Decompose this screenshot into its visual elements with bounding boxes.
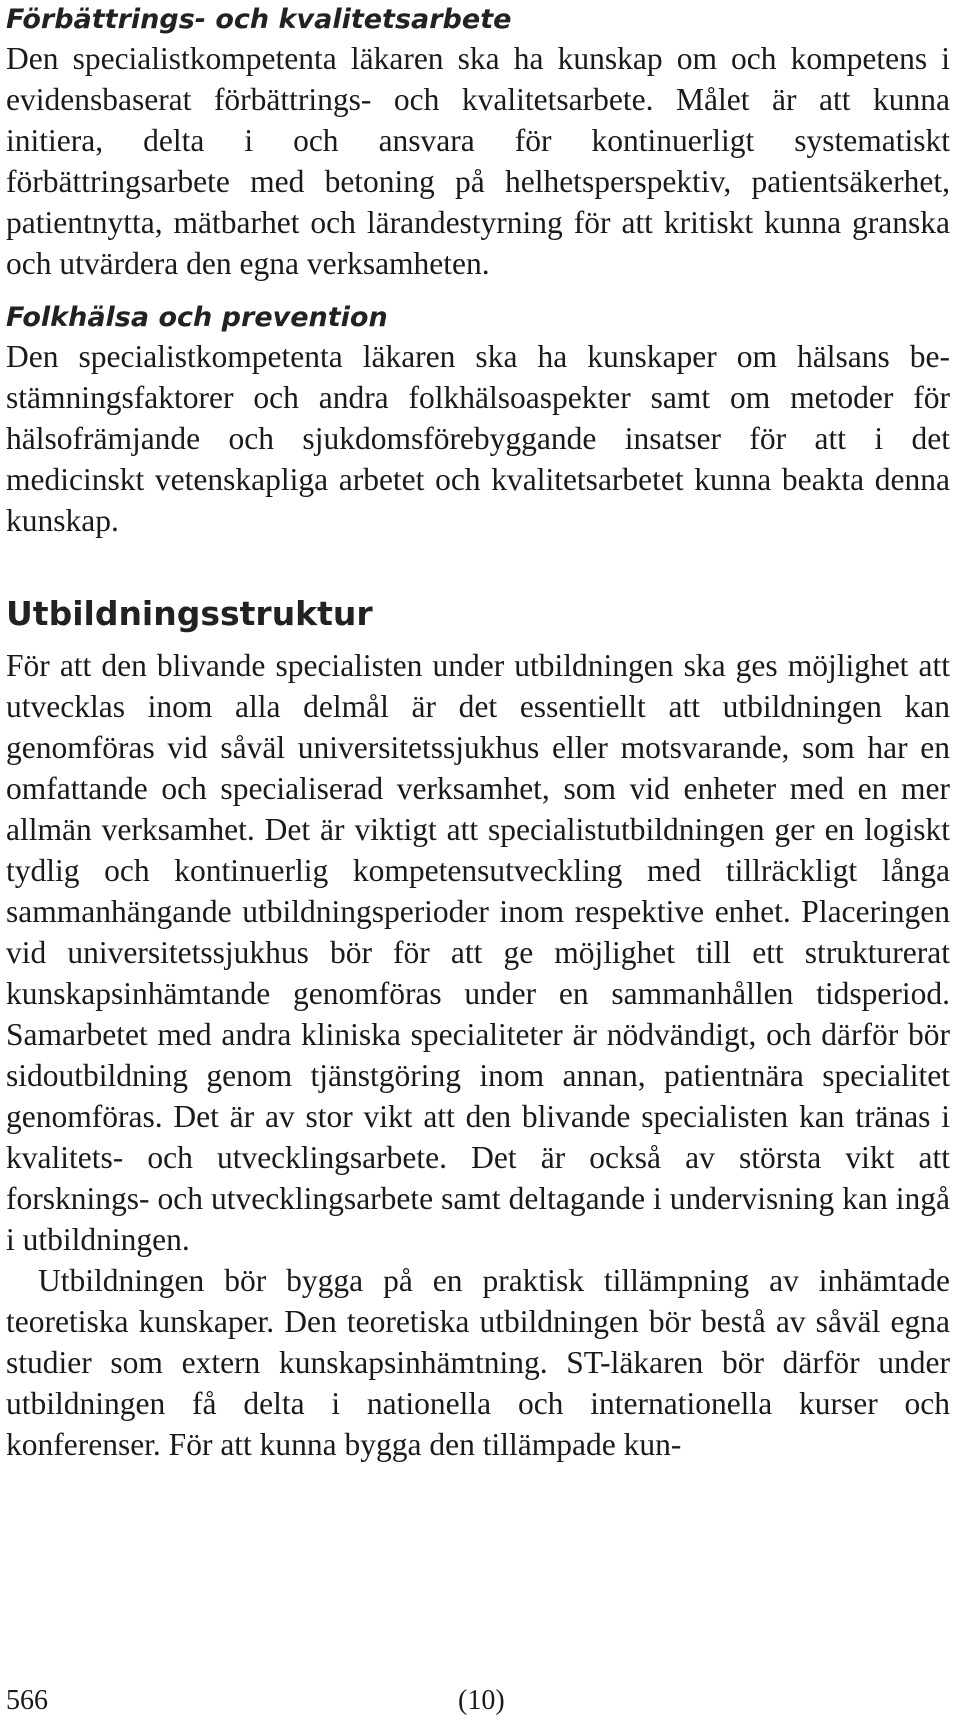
paragraph-utbildningsstruktur-1: För att den blivande specialisten under utbildningen ska ges möjlighet att utvecklas inom alla delmål är det essentiellt att utbildningen kan genomföras vid såväl universitetssjukhus eller motsvarande, som har en omfattande och specialiserad verksamhet, som vid enheter med en mer allmän verksamhet. Det är viktigt att specialistutbildningen ger en logiskt tydlig och kontinuerlig kompetensutveckling med tillräckligt långa sammanhängande utbildningsperioder inom respektive enhet. Placeringen vid universitetssjukhus bör för att ge möjlighet till ett strukturerat kunskapsinhämtande genomföras under en sammanhållen tidsperiod. Samarbetet med andra kliniska specialiteter är nödvändigt, och därför bör sidoutbildning genom tjänstgöring inom annan, patientnära specialitet genomföras. Det är av stor vikt att den blivande specialisten kan tränas i kvalitets- och utvecklingsarbete. Det är också av största vikt att forsknings- och utvecklingsarbete samt deltagande i undervisning kan ingå i utbildningen. xyxy=(6,648,950,1257)
section-heading-utbildningsstruktur: Utbildningsstruktur xyxy=(6,594,373,633)
paragraph-folkhalsa-och-prevention: Den specialistkompetenta läkaren ska ha kunskaper om hälsans bestämningsfaktorer och andra folkhälsoaspekter samt om metoder för hälsofrämjande och sjukdomsförebyggande insatser för att i det medicinskt vetenskapliga arbetet och kvalitetsarbetet kunna beakta denna kunskap. xyxy=(6,339,950,538)
page-sequence: (10) xyxy=(458,1685,505,1716)
paragraph-utbildningsstruktur-2: Utbildningen bör bygga på en praktisk tillämpning av inhämtade teoretiska kunskaper. Den teoretiska utbildningen bör bestå av såväl egna studier som extern kunskapsinhämtning. ST-läkaren bör därför under utbildningen få delta i nationella och internationella kurser och konferenser. För att kunna bygga den tillämpade kun- xyxy=(6,1263,950,1462)
document-page xyxy=(6,0,950,1465)
section-title-forbattrings-och-kvalitetsarbete: Förbättrings- och kvalitetsarbete xyxy=(6,4,512,35)
page-number: 566 xyxy=(6,1685,48,1716)
paragraph-forbattrings-och-kvalitetsarbete: Den specialistkompetenta läkaren ska ha kunskap om och kompetens i evidensbaserat förbättrings- och kvalitetsarbete. Målet är att kunna initiera, delta i och ansvara för kontinuerligt systematiskt förbättringsarbete med betoning på helhetsperspektiv, patientsäkerhet, patientnytta, mätbarhet och lärandestyrning för att kritiskt kunna granska och utvärdera den egna verksamheten. xyxy=(6,41,950,281)
section-title-folkhalsa-och-prevention: Folkhälsa och prevention xyxy=(6,302,388,333)
